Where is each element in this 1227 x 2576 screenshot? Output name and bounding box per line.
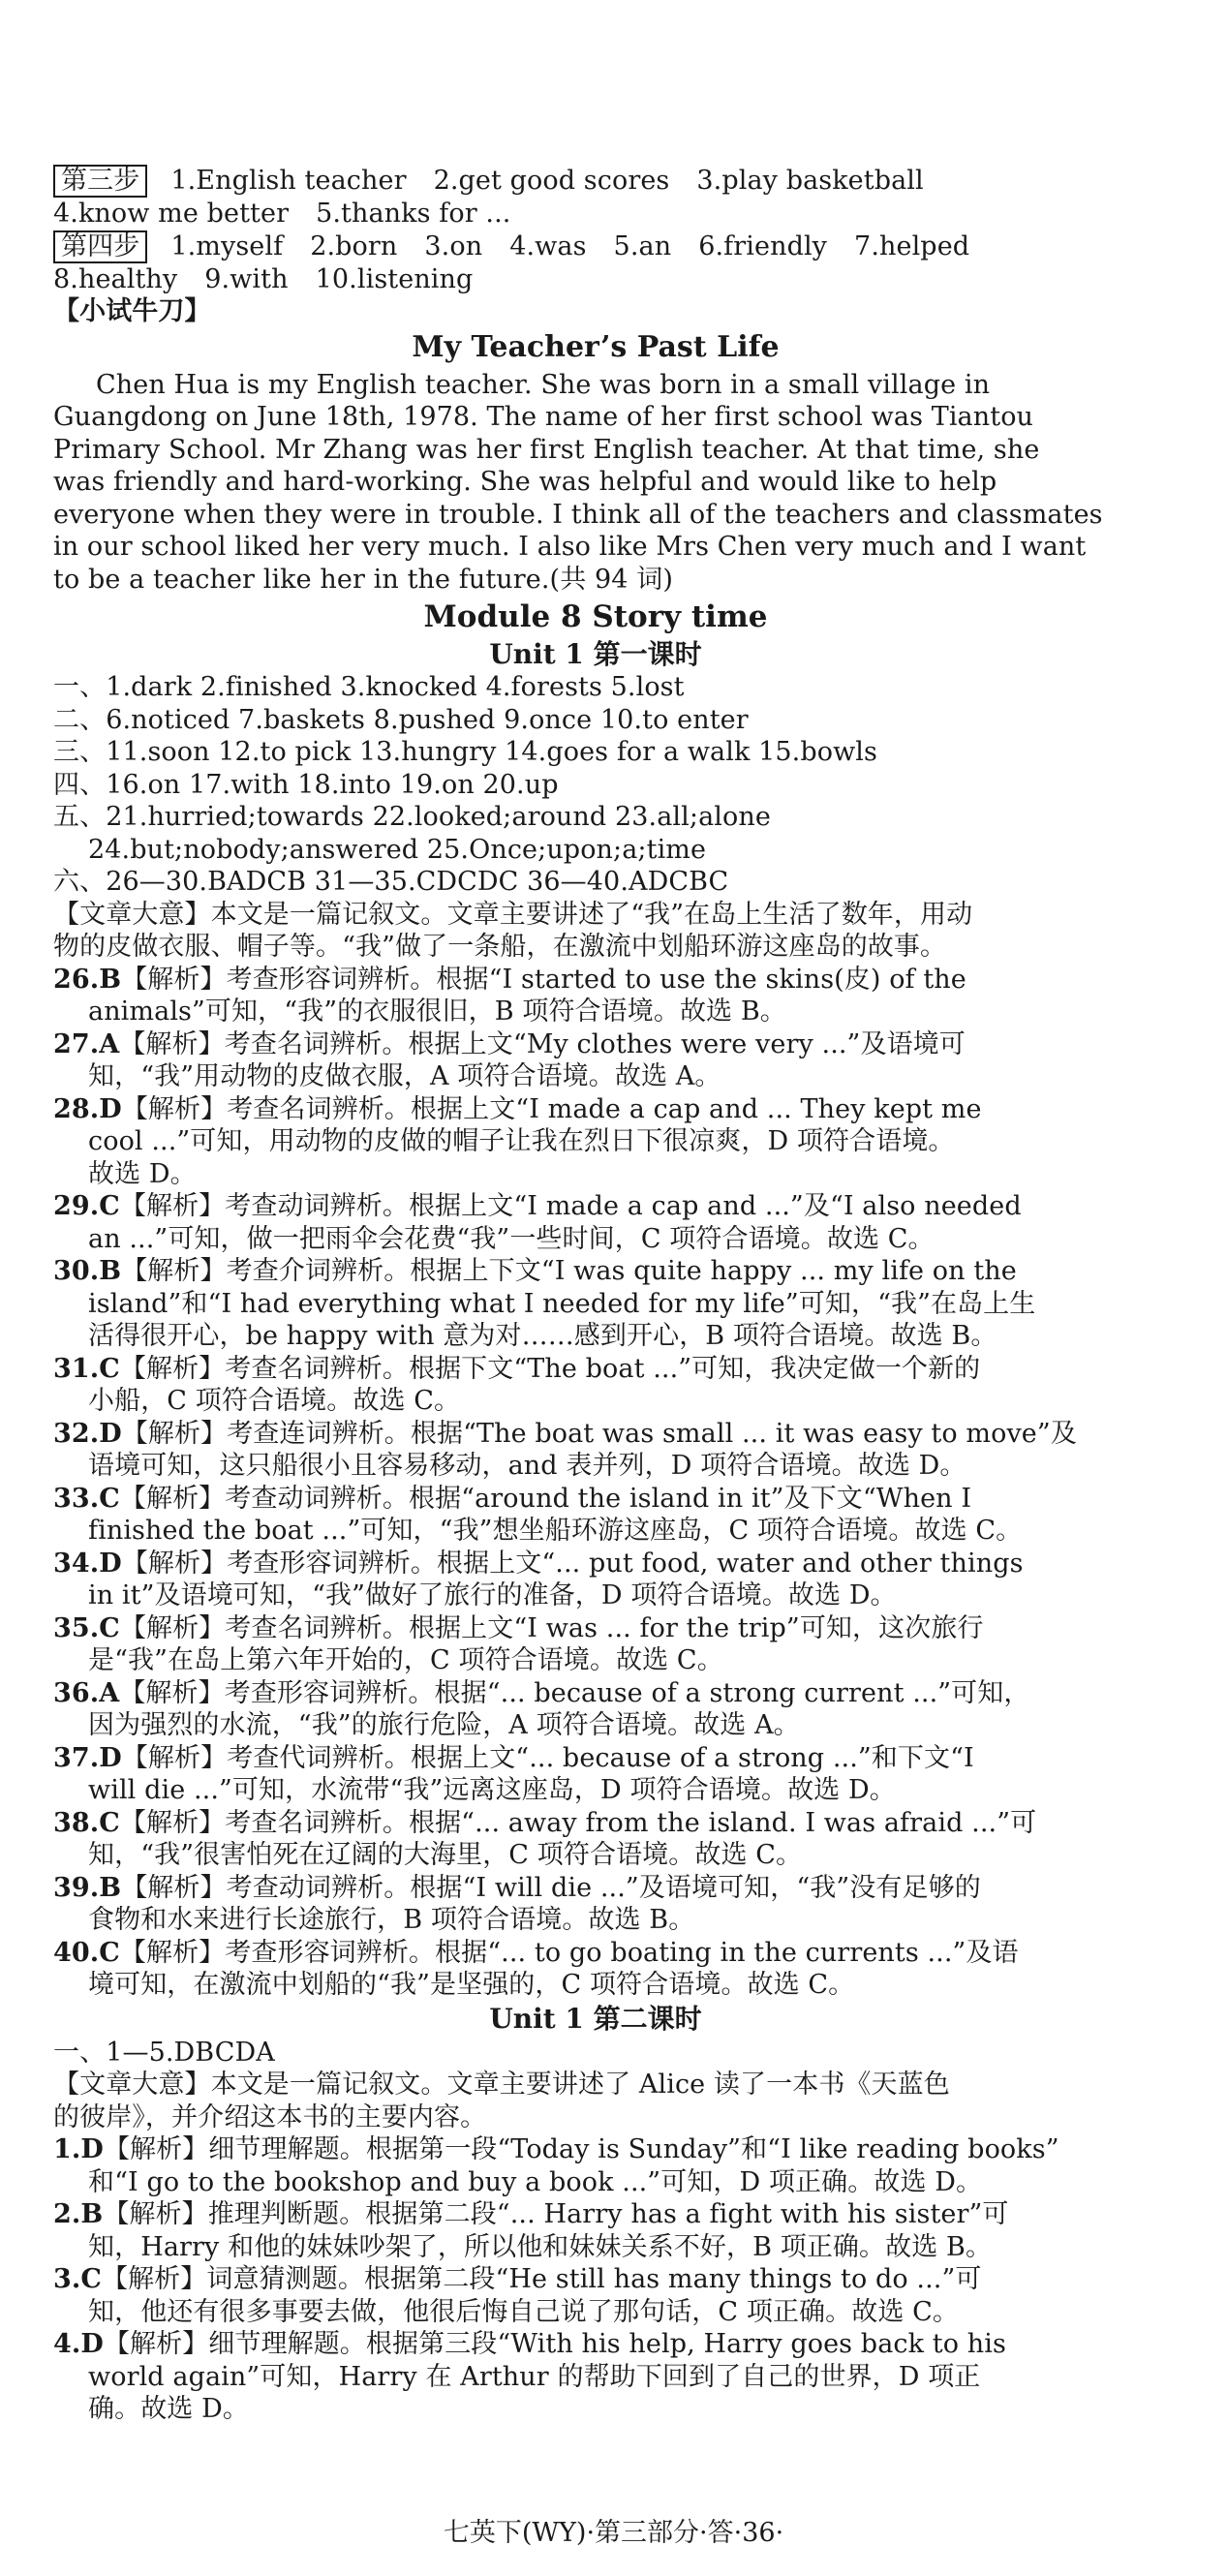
answer-item (53, 2328, 1138, 2426)
answer-line: 31.C【解析】考查名词辨析。根据下文“The boat ...”可知，我决定做一个新的 (53, 1353, 981, 1384)
summary-line: 【文章大意】本文是一篇记叙文。文章主要讲述了 Alice 读了一本书《天蓝色 (53, 2070, 950, 2100)
vocab-line: 二、6.noticed 7.baskets 8.pushed 9.once 10.to enter (53, 704, 749, 735)
answer-line: 食物和水来进行长途旅行，B 项符合语境。故选 B。 (88, 1905, 695, 1935)
answer-line: 活得很开心，be happy with 意为对……感到开心，B 项符合语境。故选 B。 (88, 1321, 997, 1351)
answer-key: 4.D (53, 2329, 104, 2359)
answer-line: 3.C【解析】词意猜测题。根据第二段“He still has many things to do ...”可 (53, 2264, 982, 2294)
essay-line: was friendly and hard-working. She was helpful and would like to help (53, 467, 997, 497)
answer-item (53, 1742, 1138, 1807)
answer-item (53, 1028, 1138, 1093)
answer-item (53, 1677, 1138, 1742)
step4-item: 1.myself (170, 230, 284, 261)
essay-body (53, 369, 1138, 597)
answer-key: 40.C (53, 1937, 120, 1968)
essay-title: My Teacher’s Past Life (412, 329, 780, 364)
summary-2 (53, 2069, 1138, 2133)
answer-line: 26.B【解析】考查形容词辨析。根据“I started to use the skins(皮) of the (53, 964, 966, 995)
step3-label: 第三步 (53, 165, 147, 198)
answer-key: 39.B (53, 1872, 122, 1903)
answer-item (53, 1093, 1138, 1191)
module-title: Module 8 Story time (423, 599, 768, 634)
answer-line: 30.B【解析】考查介词辨析。根据上下文“I was quite happy ... my life on the (53, 1256, 1017, 1286)
answer-line: world again”可知，Harry 在 Arthur 的帮助下回到了自己的世界，D 项正 (88, 2361, 981, 2392)
vocab-line: 四、16.on 17.with 18.into 19.on 20.up (53, 769, 559, 800)
unit-title: Unit 1 第一课时 (489, 638, 702, 670)
summary-line: 的彼岸》，并介绍这本书的主要内容。 (53, 2101, 487, 2132)
step4-item: 5.an (613, 230, 672, 261)
answer-key: 35.C (53, 1612, 120, 1643)
answer-key: 34.D (53, 1548, 122, 1579)
answer-item (53, 2133, 1138, 2198)
vocab-answers (53, 671, 1138, 899)
answer-key: 38.C (53, 1807, 120, 1838)
answer-line: 27.A【解析】考查名词辨析。根据上文“My clothes were very ...”及语境可 (53, 1028, 966, 1059)
step4-item: 8.healthy (53, 263, 178, 294)
essay-line: in our school liked her very much. I also like Mrs Chen very much and I want (53, 532, 1087, 562)
answer-key: 2.B (53, 2199, 104, 2229)
answer-line: 因为强烈的水流，“我”的旅行危险，A 项符合语境。故选 A。 (88, 1710, 800, 1740)
answer-line: 故选 D。 (88, 1158, 197, 1189)
answer-key: 30.B (53, 1256, 122, 1286)
answer-key: 27.A (53, 1028, 120, 1059)
answer-line: 39.B【解析】考查动词辨析。根据“I will die ...”及语境可知，“我”没有足够的 (53, 1872, 981, 1903)
answer-item (53, 1937, 1138, 2002)
answer-line: 确。故选 D。 (88, 2394, 249, 2424)
answer-key: 36.A (53, 1677, 120, 1708)
step4-item: 2.born (310, 230, 398, 261)
step3-line2 (53, 198, 1138, 230)
answer-key: 26.B (53, 964, 122, 995)
step4-item: 10.listening (315, 263, 474, 294)
answer-line: 境可知，在激流中划船的“我”是坚强的，C 项符合语境。故选 C。 (88, 1970, 855, 2000)
answer-key: 31.C (53, 1353, 120, 1384)
vocab-line: 24.but;nobody;answered 25.Once;upon;a;time (88, 834, 707, 865)
answer-item (53, 1418, 1138, 1483)
answer-line: 和“I go to the bookshop and buy a book ...”可知，D 项正确。故选 D。 (88, 2166, 983, 2197)
essay-line: Primary School. Mr Zhang was her first English teacher. At that time, she (53, 434, 1040, 465)
answer-item (53, 2263, 1138, 2328)
essay-line: everyone when they were in trouble. I think all of the teachers and classmates (53, 499, 1103, 530)
answer-key: 37.D (53, 1742, 122, 1773)
answer-line: 语境可知，这只船很小且容易移动，and 表并列，D 项符合语境。故选 D。 (88, 1451, 966, 1481)
answer-item (53, 1872, 1138, 1937)
answer-line: 29.C【解析】考查动词辨析。根据上文“I made a cap and ...”及“I also needed (53, 1191, 1022, 1221)
answer-item (53, 2198, 1138, 2263)
step4-item: 4.was (509, 230, 587, 261)
answer-line: 37.D【解析】考查代词辨析。根据上文“... because of a strong ...”和下文“I (53, 1742, 974, 1773)
answer-line: animals”可知，“我”的衣服很旧，B 项符合语境。故选 B。 (88, 997, 786, 1027)
essay-line: Chen Hua is my English teacher. She was born in a small village in (96, 369, 991, 400)
answer-key: 32.D (53, 1418, 122, 1449)
answer-line: island”和“I had everything what I needed for my life”可知，“我”在岛上生 (88, 1288, 1036, 1319)
step4-item: 6.friendly (698, 230, 828, 261)
answer-line: 33.C【解析】考查动词辨析。根据“around the island in it”及下文“When I (53, 1483, 972, 1514)
answer-line: 1.D【解析】细节理解题。根据第一段“Today is Sunday”和“I like reading books” (53, 2134, 1059, 2164)
answer-item (53, 964, 1138, 1028)
unit-title-2: Unit 1 第二课时 (489, 2002, 702, 2035)
answer-line: 知，“我”用动物的皮做衣服，A 项符合语境。故选 A。 (88, 1061, 721, 1091)
page-footer: 七英下(WY)·第三部分·答·36· (443, 2518, 784, 2548)
answer-line: 35.C【解析】考查名词辨析。根据上文“I was ... for the trip”可知，这次旅行 (53, 1612, 984, 1643)
answer-item (53, 1807, 1138, 1872)
answer-line: cool ...”可知，用动物的皮做的帽子让我在烈日下很凉爽，D 项符合语境。 (88, 1126, 955, 1156)
answer-line: 28.D【解析】考查名词辨析。根据上文“I made a cap and ... They kept me (53, 1093, 982, 1124)
step3-item: 2.get good scores (433, 166, 670, 196)
step3-item: 1.English teacher (170, 166, 407, 196)
answer-key: 33.C (53, 1483, 120, 1514)
answer-key: 28.D (53, 1093, 122, 1124)
essay-line: to be a teacher like her in the future.(共 94 词) (53, 564, 673, 595)
essay-line: Guangdong on June 18th, 1978. The name of her first school was Tiantou (53, 402, 1034, 432)
summary-1 (53, 899, 1138, 964)
answer-line: 知，Harry 和他的妹妹吵架了，所以他和妹妹关系不好，B 项正确。故选 B。 (88, 2231, 993, 2262)
step3-item: 4.know me better (53, 199, 290, 229)
step4-line2 (53, 263, 1138, 296)
answer-line: an ...”可知，做一把雨伞会花费“我”一些时间，C 项符合语境。故选 C。 (88, 1223, 935, 1254)
step3-line1 (53, 165, 1138, 198)
answer-key: 1.D (53, 2134, 104, 2164)
summary-line: 物的皮做衣服、帽子等。“我”做了一条船，在激流中划船环游这座岛的故事。 (53, 932, 947, 962)
answer-item (53, 1255, 1138, 1353)
vocab-line: 六、26—30.BADCB 31—35.CDCDC 36—40.ADCBC (53, 867, 729, 897)
answers-explanations-1 (53, 964, 1138, 2002)
step3-item: 3.play basketball (696, 166, 924, 196)
answer-line: will die ...”可知，水流带“我”远离这座岛，D 项符合语境。故选 D。 (88, 1775, 896, 1805)
answer-key: 29.C (53, 1191, 120, 1221)
step3-item: 5.thanks for ... (316, 199, 511, 229)
answer-line: 34.D【解析】考查形容词辨析。根据上文“... put food, water and other things (53, 1548, 1024, 1579)
answer-line: 知，“我”很害怕死在辽阔的大海里，C 项符合语境。故选 C。 (88, 1840, 803, 1870)
answer-key: 3.C (53, 2264, 102, 2294)
answer-line: 是“我”在岛上第六年开始的，C 项符合语境。故选 C。 (88, 1645, 723, 1675)
vocab-line: 一、1.dark 2.finished 3.knocked 4.forests 5.lost (53, 672, 685, 702)
step4-item: 9.with (204, 263, 289, 294)
answer-line: 2.B【解析】推理判断题。根据第二段“... Harry has a fight with his sister”可 (53, 2199, 1009, 2229)
step4-item: 3.on (424, 230, 483, 261)
step4-line1 (53, 230, 1138, 263)
answer-line: finished the boat ...”可知，“我”想坐船环游这座岛，C 项符合语境。故选 C。 (88, 1516, 1023, 1546)
answers-explanations-2 (53, 2133, 1138, 2426)
answer-item (53, 1548, 1138, 1612)
answer-line: 小船，C 项符合语境。故选 C。 (88, 1386, 461, 1416)
answer-line: in it”及语境可知，“我”做好了旅行的准备，D 项符合语境。故选 D。 (88, 1580, 897, 1610)
answer-line: 40.C【解析】考查形容词辨析。根据“... to go boating in the currents ...”及语 (53, 1937, 1019, 1968)
answer-line: 38.C【解析】考查名词辨析。根据“... away from the island. I was afraid ...”可 (53, 1807, 1037, 1838)
answer-item (53, 1190, 1138, 1255)
part2-heading: 一、1—5.DBCDA (53, 2037, 275, 2068)
answer-item (53, 1483, 1138, 1548)
answer-line: 32.D【解析】考查连词辨析。根据“The boat was small ... it was easy to move”及 (53, 1418, 1077, 1449)
answer-item (53, 1353, 1138, 1418)
answer-line: 知，他还有很多事要去做，他很后悔自己说了那句话，C 项正确。故选 C。 (88, 2296, 959, 2327)
summary-line: 【文章大意】本文是一篇记叙文。文章主要讲述了“我”在岛上生活了数年，用动 (53, 899, 973, 930)
vocab-line: 五、21.hurried;towards 22.looked;around 23.all;alone (53, 802, 771, 832)
step4-item: 7.helped (854, 230, 970, 261)
answer-page (53, 165, 1138, 2426)
vocab-line: 三、11.soon 12.to pick 13.hungry 14.goes for a walk 15.bowls (53, 737, 877, 767)
step4-label: 第四步 (53, 230, 147, 263)
answer-line: 36.A【解析】考查形容词辨析。根据“... because of a strong current ...”可知， (53, 1677, 1030, 1708)
answer-line: 4.D【解析】细节理解题。根据第三段“With his help, Harry goes back to his (53, 2329, 1006, 2359)
section-heading: 【小试牛刀】 (53, 296, 211, 326)
answer-item (53, 1612, 1138, 1677)
